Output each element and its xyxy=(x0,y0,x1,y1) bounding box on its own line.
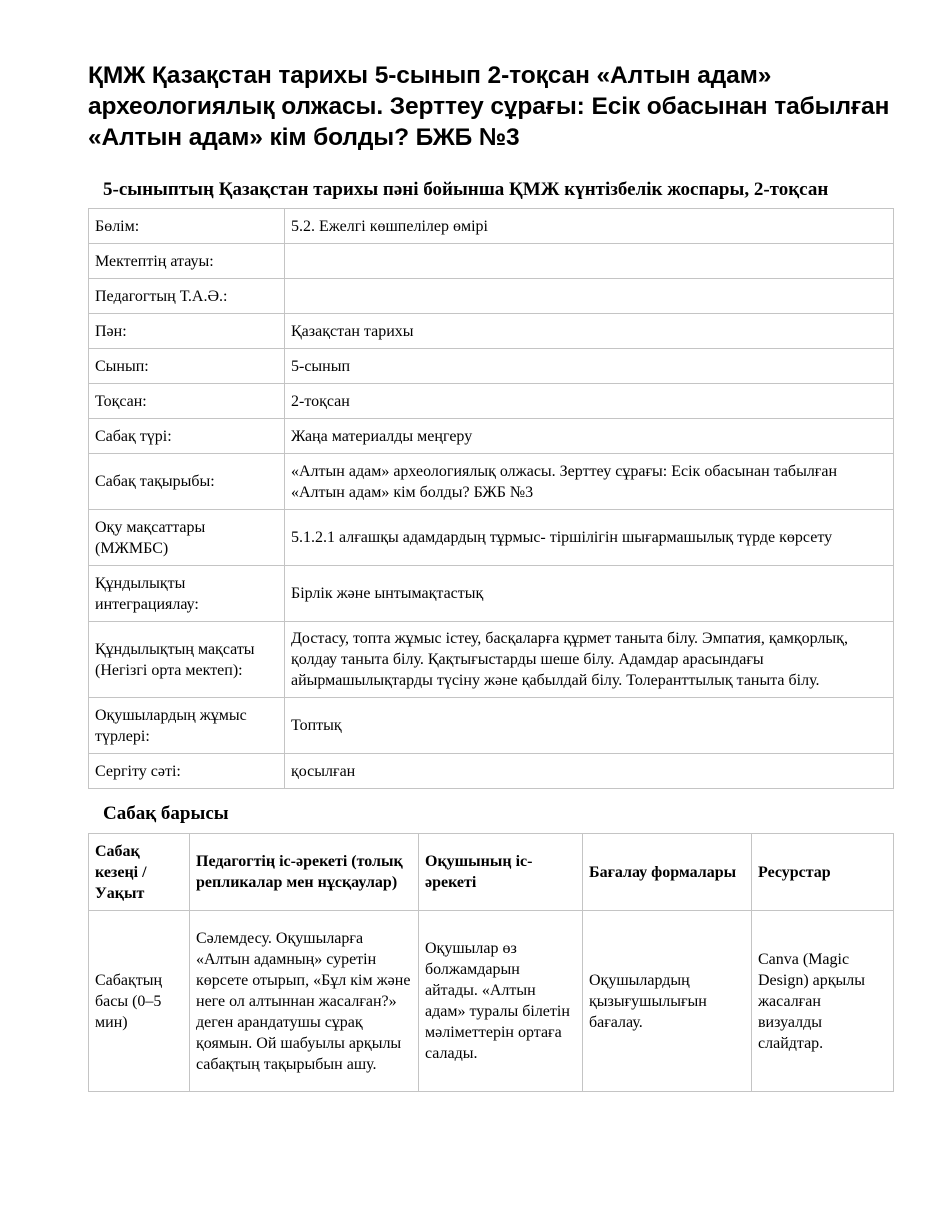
cell-teacher-activity: Сәлемдесу. Оқушыларға «Алтын адамның» суретін көрсете отырып, «Бұл кім және неге ол алтыннан жасалған?» деген арандатушы сұрақ қоямын. Ой шабуылы арқылы сабақтың тақырыбын ашу. xyxy=(190,911,419,1092)
table-row xyxy=(89,566,894,622)
info-label: Сабақ түрі: xyxy=(89,419,285,454)
info-value xyxy=(285,279,894,314)
info-value xyxy=(285,244,894,279)
info-label: Оқу мақсаттары (МЖМБС) xyxy=(89,510,285,566)
table-row xyxy=(89,454,894,510)
info-value: Достасу, топта жұмыс істеу, басқаларға құрмет таныта білу. Эмпатия, қамқорлық, қолдау таныта білу. Қақтығыстарды шеше білу. Адамдар арасындағы айырмашылықтарды түсіну және қабылдай білу. Толеранттылық таныта білу. xyxy=(285,622,894,698)
table-row xyxy=(89,349,894,384)
table-header-row xyxy=(89,834,894,911)
table-row xyxy=(89,384,894,419)
info-label: Құндылықты интеграциялау: xyxy=(89,566,285,622)
info-label: Педагогтың Т.А.Ә.: xyxy=(89,279,285,314)
document-page xyxy=(88,60,893,1092)
info-label: Сынып: xyxy=(89,349,285,384)
info-value: Жаңа материалды меңгеру xyxy=(285,419,894,454)
column-header-assessment: Бағалау формалары xyxy=(583,834,752,911)
cell-resources: Canva (Magic Design) арқылы жасалған визуалды слайдтар. xyxy=(752,911,894,1092)
table-row xyxy=(89,314,894,349)
info-label: Тоқсан: xyxy=(89,384,285,419)
info-label: Құндылықтың мақсаты (Негізгі орта мектеп): xyxy=(89,622,285,698)
info-label: Сергіту сәті: xyxy=(89,754,285,789)
column-header-student-activity: Оқушының іс-әрекеті xyxy=(419,834,583,911)
lesson-heading: Сабақ барысы xyxy=(103,803,229,824)
info-value: қосылған xyxy=(285,754,894,789)
info-label: Бөлім: xyxy=(89,209,285,244)
info-value: Топтық xyxy=(285,698,894,754)
column-header-resources: Ресурстар xyxy=(752,834,894,911)
info-value: Бірлік және ынтымақтастық xyxy=(285,566,894,622)
info-label: Мектептің атауы: xyxy=(89,244,285,279)
table-row xyxy=(89,698,894,754)
cell-student-activity: Оқушылар өз болжамдарын айтады. «Алтын адам» туралы білетін мәліметтерін ортаға салады. xyxy=(419,911,583,1092)
info-value: 5.2. Ежелгі көшпелілер өмірі xyxy=(285,209,894,244)
table-row xyxy=(89,622,894,698)
lesson-info-table xyxy=(88,208,894,789)
info-label: Пән: xyxy=(89,314,285,349)
document-title: ҚМЖ Қазақстан тарихы 5-сынып 2-тоқсан «Алтын адам» археологиялық олжасы. Зерттеу сұрағы: Есік обасынан табылған «Алтын адам» кім болды? БЖБ №3 xyxy=(88,62,890,151)
table-row xyxy=(89,209,894,244)
lesson-flow-table xyxy=(88,833,894,1092)
info-value: 5.1.2.1 алғашқы адамдардың тұрмыс- тіршілігін шығармашылық түрде көрсету xyxy=(285,510,894,566)
cell-assessment: Оқушылардың қызығушылығын бағалау. xyxy=(583,911,752,1092)
table-row xyxy=(89,279,894,314)
table-row xyxy=(89,510,894,566)
info-value: 5-сынып xyxy=(285,349,894,384)
column-header-stage: Сабақ кезеңі / Уақыт xyxy=(89,834,190,911)
table-row xyxy=(89,419,894,454)
info-label: Оқушылардың жұмыс түрлері: xyxy=(89,698,285,754)
info-label: Сабақ тақырыбы: xyxy=(89,454,285,510)
cell-stage: Сабақтың басы (0–5 мин) xyxy=(89,911,190,1092)
table-row xyxy=(89,244,894,279)
info-value: 2-тоқсан xyxy=(285,384,894,419)
table-row xyxy=(89,754,894,789)
plan-heading: 5-сыныптың Қазақстан тарихы пәні бойынша ҚМЖ күнтізбелік жоспары, 2-тоқсан xyxy=(103,179,829,200)
table-row xyxy=(89,911,894,1092)
column-header-teacher-activity: Педагогтің іс-әрекеті (толық репликалар мен нұсқаулар) xyxy=(190,834,419,911)
info-value: «Алтын адам» археологиялық олжасы. Зерттеу сұрағы: Есік обасынан табылған «Алтын адам» кім болды? БЖБ №3 xyxy=(285,454,894,510)
info-value: Қазақстан тарихы xyxy=(285,314,894,349)
